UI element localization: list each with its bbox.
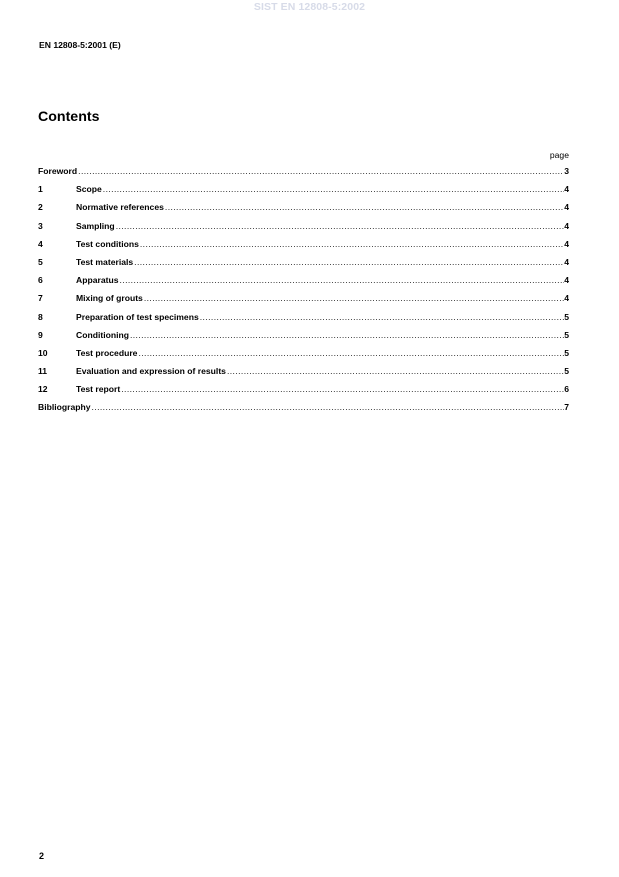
page-column-label: page xyxy=(549,150,569,160)
toc-entry-page: 4 xyxy=(564,202,569,213)
toc-entry-number: 5 xyxy=(38,256,43,267)
toc-entry-preparation-of-test-specimens[interactable] xyxy=(38,312,569,330)
toc-leader-dots xyxy=(92,402,565,412)
toc-leader-dots xyxy=(138,348,564,358)
toc-leader-dots xyxy=(130,330,564,340)
toc-leader-dots xyxy=(103,184,564,194)
toc-entry-test-conditions[interactable] xyxy=(38,239,569,257)
toc-entry-number: 7 xyxy=(38,293,43,304)
toc-entry-title: Normative references xyxy=(76,202,164,213)
toc-entry-page: 5 xyxy=(564,329,569,340)
toc-entry-title: Mixing of grouts xyxy=(76,293,143,304)
toc-entry-page: 4 xyxy=(564,220,569,231)
toc-leader-dots xyxy=(227,366,564,376)
toc-entry-page: 5 xyxy=(564,366,569,377)
toc-entry-test-procedure[interactable] xyxy=(38,348,569,366)
toc-entry-title: Preparation of test specimens xyxy=(76,311,199,322)
toc-entry-normative-references[interactable] xyxy=(38,202,569,220)
toc-leader-dots xyxy=(134,257,564,267)
toc-entry-apparatus[interactable] xyxy=(38,275,569,293)
toc-entry-number: 2 xyxy=(38,202,43,213)
toc-entry-evaluation-and-expression-of-results[interactable] xyxy=(38,366,569,384)
toc-leader-dots xyxy=(165,202,564,212)
toc-leader-dots xyxy=(78,166,564,176)
toc-entry-title: Scope xyxy=(76,184,102,195)
toc-entry-number: 3 xyxy=(38,220,43,231)
toc-entry-test-materials[interactable] xyxy=(38,257,569,275)
toc-entry-number: 8 xyxy=(38,311,43,322)
toc-entry-title: Evaluation and expression of results xyxy=(76,366,226,377)
watermark-text: SIST EN 12808-5:2002 xyxy=(253,1,366,13)
toc-entry-bibliography[interactable] xyxy=(38,402,569,420)
toc-entry-number: 10 xyxy=(38,347,48,358)
toc-entry-title: Foreword xyxy=(38,166,78,176)
toc-entry-page: 5 xyxy=(564,311,569,322)
toc-entry-number: 11 xyxy=(38,366,48,377)
toc-leader-dots xyxy=(140,239,564,249)
toc-entry-number: 9 xyxy=(38,329,43,340)
toc-entry-title: Test materials xyxy=(76,256,134,267)
toc-entry-title: Bibliography xyxy=(38,402,91,413)
toc-entry-page: 4 xyxy=(564,256,569,267)
toc-entry-page: 5 xyxy=(564,347,569,358)
toc-entry-page: 4 xyxy=(564,238,569,249)
toc-entry-title: Test conditions xyxy=(76,238,139,249)
toc-entry-sampling[interactable] xyxy=(38,221,569,239)
toc-leader-dots xyxy=(121,384,564,394)
toc-entry-page: 4 xyxy=(564,184,569,195)
toc-entry-page: 4 xyxy=(564,275,569,286)
toc-entry-title: Apparatus xyxy=(76,275,119,286)
toc-entry-scope[interactable] xyxy=(38,184,569,202)
toc-leader-dots xyxy=(144,293,564,303)
toc-entry-conditioning[interactable] xyxy=(38,330,569,348)
toc-entry-number: 1 xyxy=(38,184,43,195)
toc-entry-page: 3 xyxy=(564,166,569,176)
toc-entry-title: Test report xyxy=(76,384,121,395)
page-number: 2 xyxy=(39,851,45,861)
toc-leader-dots xyxy=(116,221,565,231)
table-of-contents xyxy=(38,166,569,421)
toc-entry-title: Sampling xyxy=(76,220,115,231)
toc-entry-test-report[interactable] xyxy=(38,384,569,402)
toc-entry-number: 6 xyxy=(38,275,43,286)
toc-entry-mixing-of-grouts[interactable] xyxy=(38,293,569,311)
toc-entry-number: 12 xyxy=(38,384,48,395)
toc-entry-page: 6 xyxy=(564,384,569,395)
contents-heading: Contents xyxy=(38,109,100,125)
toc-entry-foreword[interactable] xyxy=(38,166,569,184)
toc-entry-number: 4 xyxy=(38,238,43,249)
toc-leader-dots xyxy=(120,275,565,285)
document-id: EN 12808-5:2001 (E) xyxy=(39,40,121,50)
toc-entry-page: 4 xyxy=(564,293,569,304)
toc-entry-page: 7 xyxy=(564,402,569,413)
toc-leader-dots xyxy=(200,312,564,322)
toc-entry-title: Test procedure xyxy=(76,347,138,358)
toc-entry-title: Conditioning xyxy=(76,329,129,340)
